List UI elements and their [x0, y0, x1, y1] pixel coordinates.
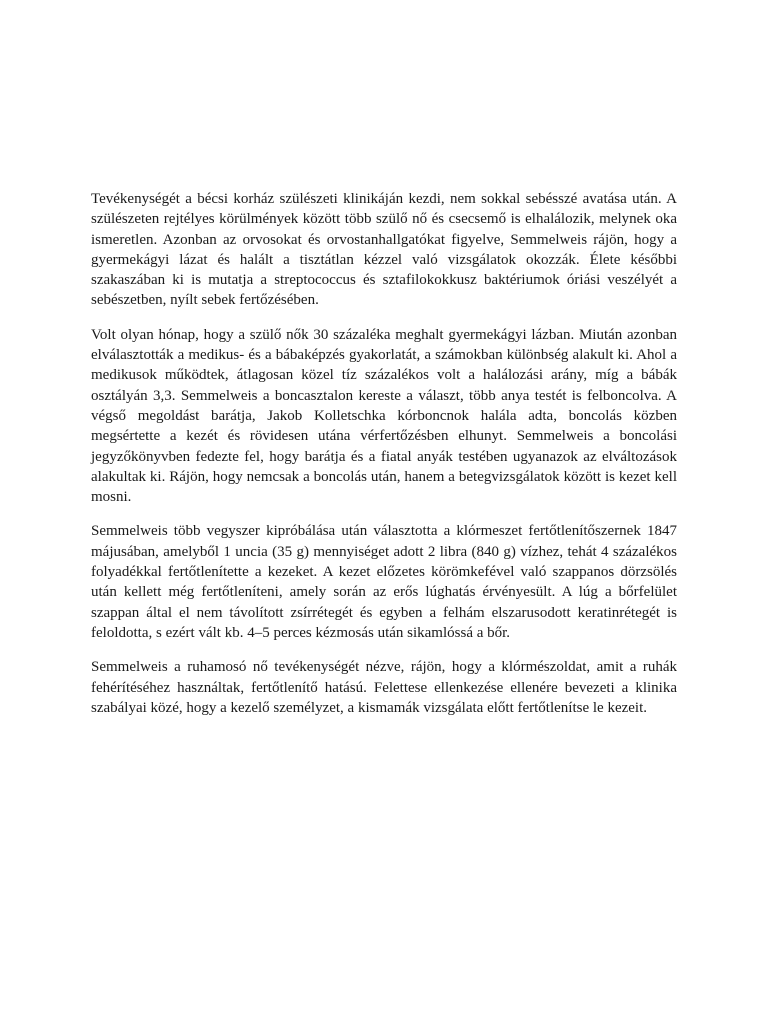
paragraph-1: Tevékenységét a bécsi korház szülészeti klinikáján kezdi, nem sokkal sebésszé avatása után. A szülészeten rejtélyes körülmények között több szülő nő és csecsemő is elhalálozik, melynek oka ismeretlen. Azonban az orvosokat és orvostanhallgatókat figyelve, Semmelweis rájön, hogy a gyermekágyi lázat és halált a tisztátlan kézzel való vizsgálatok okozzák. Élete későbbi szakaszában ki is mutatja a streptococcus és sztafilokokkusz baktériumok óriási veszélyét a sebészetben, nyílt sebek fertőzésében. [91, 191, 677, 309]
paragraph-4: Semmelweis a ruhamosó nő tevékenységét nézve, rájön, hogy a klórmészoldat, amit a ruhák fehérítéséhez használtak, fertőtlenítő hatású. Felettese ellenkezése ellenére bevezeti a klinika szabályai közé, hogy a kezelő személyzet, a kismamák vizsgálata előtt fertőtlenítse le kezeit. [91, 659, 677, 716]
paragraph-3: Semmelweis több vegyszer kipróbálása után választotta a klórmeszet fertőtlenítőszernek 1847 májusában, amelyből 1 uncia (35 g) mennyiséget adott 2 libra (840 g) vízhez, tehát 4 százalékos folyadékkal fertőtlenítette a kezeket. A kezet előzetes körömkefével való szappanos dörzsölés után kellett még fertőtleníteni, amely során az erős lúghatás érvényesült. A lúg a bőrfelület szappan által el nem távolított zsírrétegét és egyben a felhám elszarusodott keratinrétegét is feloldotta, s ezért vált kb. 4–5 perces kézmosás után sikamlóssá a bőr. [91, 523, 677, 641]
paragraph-2: Volt olyan hónap, hogy a szülő nők 30 százaléka meghalt gyermekágyi lázban. Miután azonban elválasztották a medikus- és a bábaképzés gyakorlatát, a számokban különbség alakult ki. Ahol a medikusok működtek, átlagosan közel tíz százalékos volt a halálozási arány, míg a bábák osztályán 3,3. Semmelweis a boncasztalon kereste a választ, több anya testét is felboncolva. A végső megoldást barátja, Jakob Kolletschka kórboncnok halála adta, boncolás közben megsértette a kezét és rövidesen utána vérfertőzésben elhunyt. Semmelweis a boncolási jegyzőkönyvben fedezte fel, hogy barátja és a fiatal anyák testében ugyanazok az elváltozások alakultak ki. Rájön, hogy nemcsak a boncolás után, hanem a betegvizsgálatok között is kezet kell mosni. [91, 326, 677, 506]
document-body [91, 189, 677, 732]
